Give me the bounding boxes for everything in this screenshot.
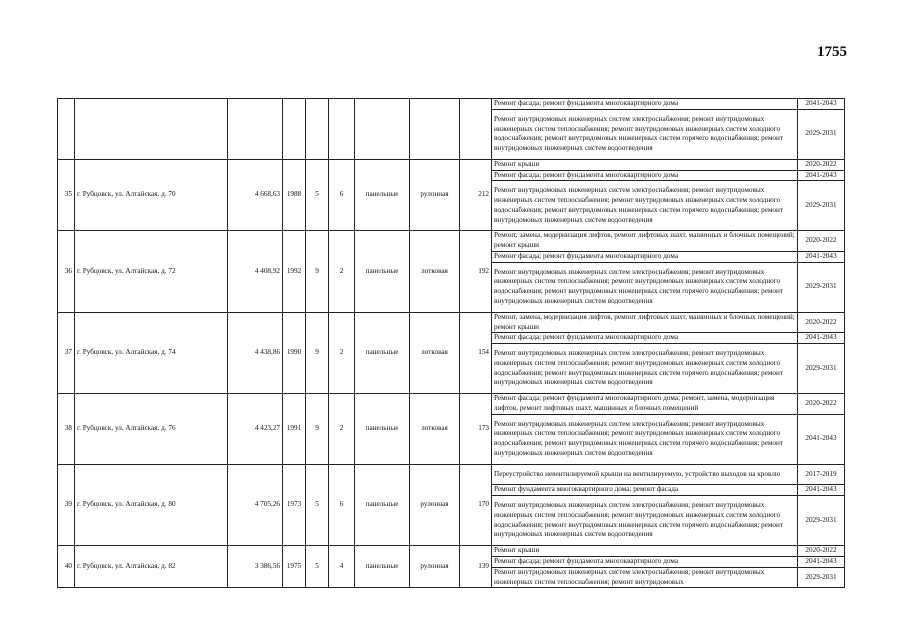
house-year: 1992 [283,231,306,312]
work-years: 2029-2031 [798,181,845,231]
wall-material [355,99,410,160]
work-years: 2041-2043 [798,556,845,567]
house-number: 37 [58,312,75,393]
house-entrances: 6 [329,159,355,231]
work-years: 2041-2043 [798,414,845,464]
wall-material: панельные [355,231,410,312]
house-area: 3 386,56 [228,546,283,588]
work-years: 2020-2022 [798,312,845,333]
work-years: 2020-2022 [798,394,845,415]
work-description: Ремонт фундамента многоквартирного дома; ремонт фасада [492,485,798,496]
house-address: г. Рубцовск, ул. Алтайская, д. 70 [75,159,228,231]
house-entrances: 2 [329,231,355,312]
table-row [58,99,845,110]
house-year: 1973 [283,464,306,545]
roof-type: лотковая [410,394,460,465]
work-years: 2029-2031 [798,109,845,159]
table-row [58,159,845,170]
residents-count: 154 [460,312,492,393]
work-years: 2041-2043 [798,485,845,496]
table-row [58,394,845,415]
house-year: 1991 [283,394,306,465]
house-floors: 9 [306,312,329,393]
house-address: г. Рубцовск, ул. Алтайская, д. 76 [75,394,228,465]
work-description: Ремонт фасада; ремонт фундамента многоквартирного дома [492,170,798,181]
house-area: 4 423,27 [228,394,283,465]
work-description: Ремонт, замена, модернизация лифтов, ремонт лифтовых шахт, машинных и блочных помещений; ремонт крыши [492,312,798,333]
work-description: Ремонт фасада; ремонт фундамента многоквартирного дома [492,556,798,567]
house-entrances [329,99,355,160]
work-description: Ремонт фасада; ремонт фундамента многоквартирного дома; ремонт, замена, модернизация лифтов, ремонт лифтовых шахт, машинных и блочных помещений [492,394,798,415]
table-row [58,312,845,333]
house-number: 39 [58,464,75,545]
work-description: Ремонт внутридомовых инженерных систем электроснабжения; ремонт внутридомовых инженерных систем теплоснабжения; ремонт внутридомовых инженерных систем холодного водоснабжения; ремонт внутридомовых инженерных систем горячего водоснабжения; ремонт внутридомовых инженерных систем водоотведения [492,262,798,312]
wall-material: панельные [355,394,410,465]
work-description: Переустройство невентилируемой крыши на вентилируемую, устройство выходов на кровлю [492,464,798,485]
house-year [283,99,306,160]
work-description: Ремонт внутридомовых инженерных систем электроснабжения; ремонт внутридомовых инженерных систем теплоснабжения; ремонт внутридомовых инженерных систем холодного водоснабжения; ремонт внутридомовых инженерных систем горячего водоснабжения; ремонт внутридомовых инженерных систем водоотведения [492,181,798,231]
work-description: Ремонт внутридомовых инженерных систем электроснабжения; ремонт внутридомовых инженерных систем теплоснабжения; ремонт внутридомовых инженерных систем холодного водоснабжения; ремонт внутридомовых инженерных систем горячего водоснабжения; ремонт внутридомовых инженерных систем водоотведения [492,109,798,159]
residents-count: 173 [460,394,492,465]
work-years: 2041-2043 [798,170,845,181]
roof-type: лотковая [410,312,460,393]
house-floors: 5 [306,464,329,545]
house-floors [306,99,329,160]
house-floors: 9 [306,394,329,465]
wall-material: панельные [355,159,410,231]
house-floors: 5 [306,159,329,231]
wall-material: панельные [355,312,410,393]
roof-type: рулонная [410,464,460,545]
house-number: 35 [58,159,75,231]
work-years: 2029-2031 [798,344,845,394]
house-number: 40 [58,546,75,588]
house-area: 4 668,63 [228,159,283,231]
work-description: Ремонт фасада; ремонт фундамента многоквартирного дома [492,99,798,110]
roof-type: рулонная [410,159,460,231]
house-area: 4 408,92 [228,231,283,312]
work-description: Ремонт внутридомовых инженерных систем электроснабжения; ремонт внутридомовых инженерных систем теплоснабжения; ремонт внутридомовых инженерных систем холодного водоснабжения; ремонт внутридомовых инженерных систем горячего водоснабжения; ремонт внутридомовых инженерных систем водоотведения [492,344,798,394]
house-area: 4 438,86 [228,312,283,393]
residents-count [460,99,492,160]
page-number: 1755 [817,44,847,60]
work-years: 2029-2031 [798,567,845,588]
table-row [58,546,845,557]
residents-count: 212 [460,159,492,231]
work-years: 2041-2043 [798,333,845,344]
work-years: 2029-2031 [798,262,845,312]
house-address: г. Рубцовск, ул. Алтайская, д. 80 [75,464,228,545]
work-description: Ремонт фасада; ремонт фундамента многоквартирного дома [492,251,798,262]
work-years: 2041-2043 [798,251,845,262]
house-floors: 5 [306,546,329,588]
work-description: Ремонт фасада; ремонт фундамента многоквартирного дома [492,333,798,344]
residents-count: 170 [460,464,492,545]
roof-type [410,99,460,160]
house-floors: 9 [306,231,329,312]
roof-type: рулонная [410,546,460,588]
house-address: г. Рубцовск, ул. Алтайская, д. 74 [75,312,228,393]
work-description: Ремонт внутридомовых инженерных систем электроснабжения; ремонт внутридомовых инженерных систем теплоснабжения; ремонт внутридомовых инженерных систем холодного водоснабжения; ремонт внутридомовых инженерных систем горячего водоснабжения; ремонт внутридомовых инженерных систем водоотведения [492,496,798,546]
house-number [58,99,75,160]
work-years: 2020-2022 [798,231,845,252]
work-years: 2041-2043 [798,99,845,110]
house-address [75,99,228,160]
house-year: 1990 [283,312,306,393]
house-area [228,99,283,160]
house-address: г. Рубцовск, ул. Алтайская, д. 72 [75,231,228,312]
work-years: 2029-2031 [798,496,845,546]
table-row [58,231,845,252]
work-description: Ремонт, замена, модернизация лифтов, ремонт лифтовых шахт, машинных и блочных помещений; ремонт крыши [492,231,798,252]
wall-material: панельные [355,464,410,545]
house-year: 1975 [283,546,306,588]
work-description: Ремонт внутридомовых инженерных систем электроснабжения; ремонт внутридомовых инженерных систем теплоснабжения; ремонт внутридомовых инженерных систем холодного водоснабжения; ремонт внутридомовых инженерных систем горячего водоснабжения; ремонт внутридомовых инженерных систем водоотведения [492,414,798,464]
work-years: 2020-2022 [798,546,845,557]
house-entrances: 4 [329,546,355,588]
work-years: 2020-2022 [798,159,845,170]
roof-type: лотковая [410,231,460,312]
house-number: 38 [58,394,75,465]
house-entrances: 2 [329,312,355,393]
house-year: 1988 [283,159,306,231]
residents-count: 192 [460,231,492,312]
house-address: г. Рубцовск, ул. Алтайская, д. 82 [75,546,228,588]
house-area: 4 705,26 [228,464,283,545]
residents-count: 139 [460,546,492,588]
house-number: 36 [58,231,75,312]
work-description: Ремонт крыши [492,159,798,170]
work-description: Ремонт крыши [492,546,798,557]
house-entrances: 6 [329,464,355,545]
capital-repair-table [57,98,845,588]
wall-material: панельные [355,546,410,588]
work-description: Ремонт внутридомовых инженерных систем электроснабжения; ремонт внутридомовых инженерных систем теплоснабжения; ремонт внутридомовых [492,567,798,588]
table-row [58,464,845,485]
house-entrances: 2 [329,394,355,465]
work-years: 2017-2019 [798,464,845,485]
